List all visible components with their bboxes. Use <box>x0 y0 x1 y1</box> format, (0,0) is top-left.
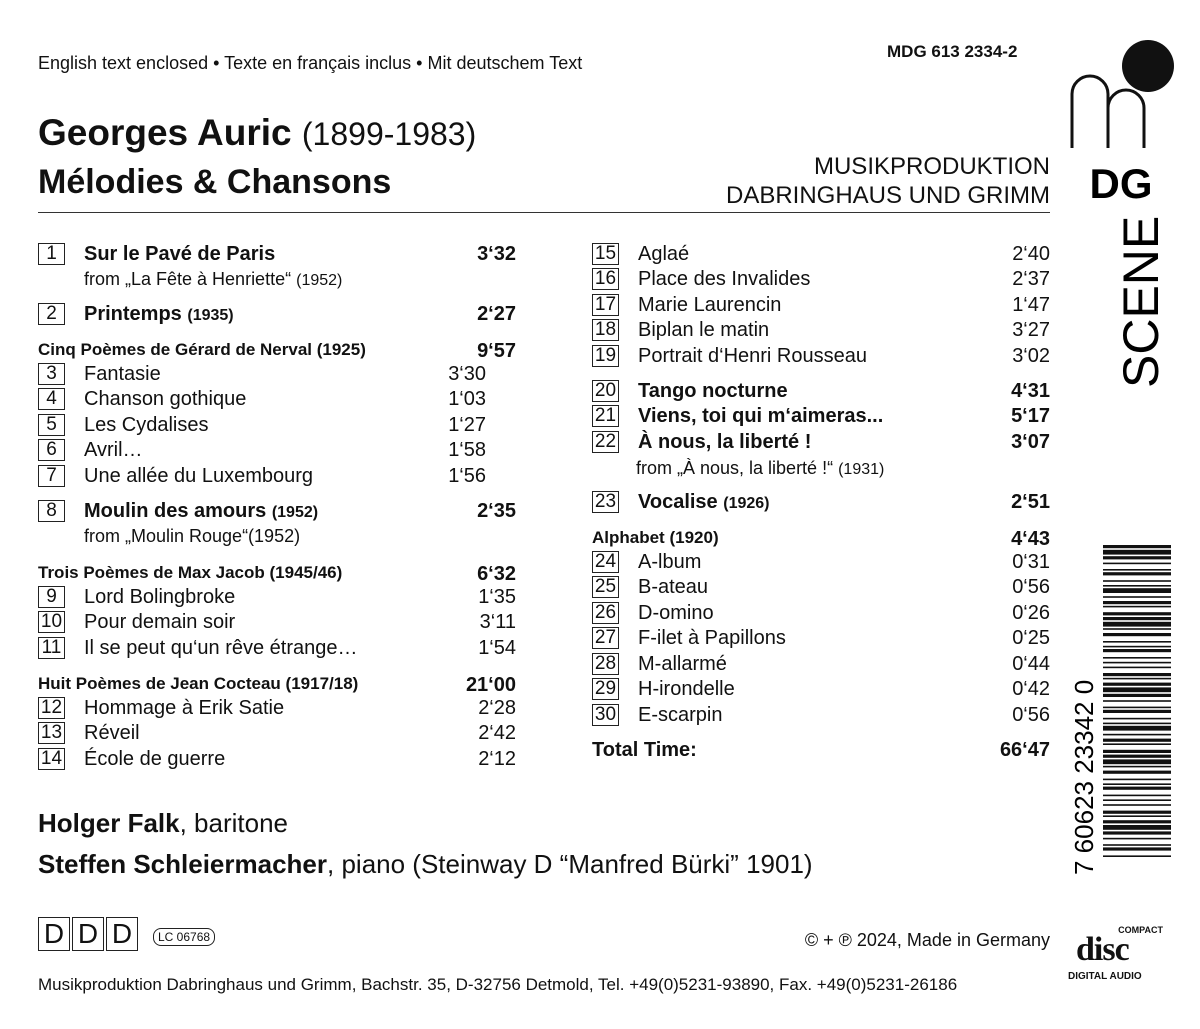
ddd-letter: D <box>72 917 104 951</box>
track-title: A-lbum <box>638 551 702 573</box>
barcode-bar <box>1103 683 1171 686</box>
track-number: 5 <box>38 414 65 436</box>
track-time: 2‘51 <box>1011 491 1050 513</box>
track-title: Il se peut qu‘un rêve étrange… <box>84 637 358 659</box>
track-row <box>38 465 516 489</box>
track-time: 2‘27 <box>477 303 516 325</box>
track-row <box>38 697 516 721</box>
barcode-bar <box>1103 673 1171 676</box>
composer-years: (1899-1983) <box>301 116 477 152</box>
track-number: 2 <box>38 303 65 325</box>
title-year: (1926) <box>723 495 770 512</box>
barcode-bar <box>1103 667 1171 669</box>
barcode-bar <box>1103 612 1171 615</box>
cd-digital-text: DIGITAL AUDIO <box>1068 971 1142 982</box>
catalog-number: MDG 613 2334-2 <box>887 42 1018 61</box>
barcode-bar <box>1103 694 1171 697</box>
track-time: 2‘40 <box>1012 243 1050 265</box>
track-time: 2‘28 <box>478 697 516 719</box>
track-row <box>592 431 1050 455</box>
track-row <box>38 243 516 267</box>
track-title: E-scarpin <box>638 704 723 726</box>
barcode-bar <box>1103 678 1171 680</box>
track-time: 2‘42 <box>478 722 516 744</box>
barcode-bar <box>1103 855 1171 857</box>
barcode-bar <box>1103 779 1171 781</box>
track-number: 18 <box>592 319 619 341</box>
track-row <box>38 500 516 524</box>
barcode-bar <box>1103 662 1171 664</box>
title-year: (1952) <box>271 504 319 521</box>
work-year: (1917/18) <box>285 674 359 693</box>
track-title: M-allarmé <box>638 653 727 675</box>
cd-compact-text: COMPACT <box>1118 925 1163 935</box>
track-row <box>592 491 1050 515</box>
barcode-bar <box>1103 718 1171 720</box>
track-number: 6 <box>38 439 65 461</box>
track-title: Réveil <box>84 722 140 744</box>
track-row <box>592 345 1050 369</box>
ddd-code <box>38 917 138 951</box>
track-title: Lord Bolingbroke <box>84 586 236 608</box>
track-number: 24 <box>592 551 619 573</box>
work-time: 6‘32 <box>477 563 516 585</box>
track-title: Les Cydalises <box>84 414 209 436</box>
track-title: À nous, la liberté ! <box>638 431 812 453</box>
barcode-bar <box>1103 766 1171 768</box>
track-number: 11 <box>38 637 65 659</box>
track-row <box>38 388 516 412</box>
track-number: 25 <box>592 576 619 598</box>
track-row <box>38 748 516 772</box>
barcode-bar <box>1103 795 1171 797</box>
cd-disc-text: disc <box>1076 931 1129 968</box>
track-time: 1‘03 <box>448 388 486 410</box>
track-title: Fantasie <box>84 363 161 385</box>
barcode-bar <box>1103 550 1171 555</box>
track-time: 1‘27 <box>448 414 486 436</box>
barcode-bar <box>1103 710 1171 713</box>
languages-note: English text enclosed • Texte en français inclus • Mit deutschem Text <box>38 53 583 73</box>
track-row <box>592 268 1050 292</box>
logo-dg: DG <box>1089 160 1153 207</box>
track-title: Avril… <box>84 439 143 461</box>
work-year: (1920) <box>669 528 719 547</box>
barcode-bar <box>1103 811 1171 814</box>
barcode-bar <box>1103 585 1171 587</box>
track-row <box>38 722 516 746</box>
performer-name: Holger Falk <box>38 808 180 838</box>
track-number: 16 <box>592 268 619 290</box>
barcode-bar <box>1103 771 1171 774</box>
barcode-bar <box>1103 825 1171 830</box>
track-number: 7 <box>38 465 65 487</box>
ddd-letter: D <box>38 917 70 951</box>
track-number: 12 <box>38 697 65 719</box>
track-title: B-ateau <box>638 576 709 598</box>
track-row <box>38 637 516 661</box>
track-time: 0‘56 <box>1012 576 1050 598</box>
copyright: © + ℗ 2024, Made in Germany <box>804 930 1050 950</box>
title-text: Vocalise <box>638 491 718 513</box>
barcode-digits: 7 60623 23342 0 <box>1069 679 1099 875</box>
logo-scene: SCENE <box>1113 215 1169 388</box>
track-row <box>592 294 1050 318</box>
track-time: 3‘11 <box>479 611 516 633</box>
barcode-bar <box>1103 646 1171 648</box>
barcode-bar <box>1103 799 1171 801</box>
track-title: Marie Laurencin <box>638 294 782 316</box>
track-row <box>592 551 1050 575</box>
track-row <box>592 602 1050 626</box>
track-title: F-ilet à Papillons <box>638 627 786 649</box>
track-time: 4‘31 <box>1011 380 1050 402</box>
track-title <box>84 303 234 326</box>
track-row <box>38 611 516 635</box>
track-row <box>592 678 1050 702</box>
work-title: Huit Poèmes de Jean Cocteau <box>38 674 281 693</box>
track-title: Hommage à Erik Satie <box>84 697 285 719</box>
track-row <box>592 243 1050 267</box>
track-number: 29 <box>592 678 619 700</box>
work-time: 4‘43 <box>1011 528 1050 550</box>
logo-dot <box>1122 40 1174 92</box>
compact-disc-logo <box>1068 925 1163 985</box>
work-title: Alphabet <box>592 528 665 547</box>
barcode-bar <box>1103 743 1171 745</box>
track-title: H-irondelle <box>638 678 735 700</box>
track-row <box>592 405 1050 429</box>
work-heading <box>38 340 516 360</box>
track-time: 5‘17 <box>1011 405 1050 427</box>
barcode-bar <box>1103 657 1171 659</box>
source-text: from „À nous, la liberté !“ <box>636 458 834 478</box>
barcode-bar <box>1103 783 1171 785</box>
track-title: Aglaé <box>638 243 690 265</box>
barcode-bar <box>1103 804 1171 806</box>
performer-role: , baritone <box>179 808 288 838</box>
barcode-bar <box>1103 755 1171 758</box>
track-time: 1‘35 <box>478 586 516 608</box>
track-row <box>38 414 516 438</box>
label-code: LC 06768 <box>153 928 215 946</box>
source-text: from „La Fête à Henriette“ <box>84 269 292 289</box>
work-time: 21‘00 <box>465 674 516 696</box>
work-title: Trois Poèmes de Max Jacob <box>38 563 265 582</box>
track-number: 10 <box>38 611 65 633</box>
track-time: 0‘44 <box>1012 653 1050 675</box>
barcode-bar <box>1103 606 1171 608</box>
track-title: Une allée du Luxembourg <box>84 465 314 487</box>
track-title: Place des Invalides <box>638 268 811 290</box>
barcode-bar <box>1103 847 1171 850</box>
work-title: Cinq Poèmes de Gérard de Nerval <box>38 340 312 359</box>
track-number: 3 <box>38 363 65 385</box>
track-row <box>592 576 1050 600</box>
track-time: 0‘25 <box>1012 627 1050 649</box>
barcode-bar <box>1103 563 1171 565</box>
title-text: Printemps <box>84 303 182 325</box>
track-title <box>638 491 770 514</box>
mdg-scene-logo <box>1066 28 1176 398</box>
performer-role: , piano (Steinway D “Manfred Bürki” 1901) <box>327 849 813 879</box>
barcode-bar <box>1103 649 1171 652</box>
barcode-bars <box>1103 545 1171 857</box>
barcode-bar <box>1103 844 1171 846</box>
track-title: Pour demain soir <box>84 611 236 633</box>
track-row <box>592 704 1050 728</box>
track-title: Chanson gothique <box>84 388 247 410</box>
track-number: 9 <box>38 586 65 608</box>
track-time: 3‘30 <box>448 363 486 385</box>
barcode-bar <box>1103 617 1171 620</box>
publisher-address: Musikproduktion Dabringhaus und Grimm, Bachstr. 35, D-32756 Detmold, Tel. +49(0)5231-93890, Fax. +49(0)5231-26186 <box>38 975 958 994</box>
track-time: 1‘58 <box>448 439 486 461</box>
barcode-bar <box>1103 838 1171 840</box>
barcode-bar <box>1103 831 1171 834</box>
track-number: 19 <box>592 345 619 367</box>
total-time-row <box>592 739 1050 763</box>
track-row <box>592 380 1050 404</box>
track-title: École de guerre <box>84 748 226 770</box>
track-time: 2‘35 <box>477 500 516 522</box>
track-title: D-omino <box>638 602 714 624</box>
track-title: Sur le Pavé de Paris <box>84 243 276 265</box>
track-row <box>38 363 516 387</box>
track-row <box>592 627 1050 651</box>
track-source <box>84 269 342 290</box>
track-source: from „Moulin Rouge“(1952) <box>84 526 301 546</box>
barcode-bar <box>1103 556 1171 559</box>
track-source <box>636 458 884 479</box>
track-time: 1‘47 <box>1012 294 1050 316</box>
barcode-bar <box>1103 628 1171 630</box>
barcode-bar <box>1103 726 1171 731</box>
track-time: 3‘32 <box>477 243 516 265</box>
track-number: 4 <box>38 388 65 410</box>
track-number: 14 <box>38 748 65 770</box>
track-title: Portrait d‘Henri Rousseau <box>638 345 867 367</box>
track-number: 28 <box>592 653 619 675</box>
barcode-bar <box>1103 787 1171 790</box>
label-line-1: MUSIKPRODUKTION <box>813 153 1050 180</box>
track-title: Tango nocturne <box>638 380 788 402</box>
barcode-bar <box>1103 569 1171 571</box>
title-year: (1935) <box>187 307 234 324</box>
track-row <box>38 303 516 327</box>
barcode-bar <box>1103 700 1171 702</box>
track-number: 13 <box>38 722 65 744</box>
track-row <box>592 319 1050 343</box>
work-heading <box>38 674 516 694</box>
barcode-bar <box>1103 601 1171 604</box>
barcode-bar <box>1103 750 1171 753</box>
source-year: (1952) <box>296 272 343 289</box>
barcode <box>1069 540 1175 880</box>
source-year: (1931) <box>838 461 885 478</box>
track-title: Viens, toi qui m‘aimeras... <box>638 405 884 427</box>
performer-piano <box>38 849 813 880</box>
barcode-bar <box>1103 588 1171 593</box>
barcode-bar <box>1103 739 1171 742</box>
work-time: 9‘57 <box>477 340 516 362</box>
barcode-bar <box>1103 723 1171 725</box>
track-time: 3‘02 <box>1012 345 1050 367</box>
total-time-label: Total Time: <box>592 739 697 761</box>
track-number: 26 <box>592 602 619 624</box>
barcode-bar <box>1103 572 1171 575</box>
barcode-bar <box>1103 815 1171 817</box>
track-number: 22 <box>592 431 619 453</box>
work-year: (1945/46) <box>269 563 343 582</box>
track-time: 0‘42 <box>1012 678 1050 700</box>
track-number: 15 <box>592 243 619 265</box>
track-time: 0‘26 <box>1012 602 1050 624</box>
track-title: Biplan le matin <box>638 319 770 341</box>
barcode-bar <box>1103 622 1171 627</box>
track-time: 2‘12 <box>478 748 516 770</box>
label-line-2: DABRINGHAUS UND GRIMM <box>725 182 1050 209</box>
work-heading <box>38 563 516 583</box>
track-time: 1‘56 <box>448 465 486 487</box>
work-heading <box>592 528 1050 548</box>
barcode-bar <box>1103 545 1171 548</box>
track-number: 20 <box>592 380 619 402</box>
track-number: 1 <box>38 243 65 265</box>
track-time: 1‘54 <box>478 637 516 659</box>
track-number: 30 <box>592 704 619 726</box>
track-time: 0‘31 <box>1012 551 1050 573</box>
barcode-bar <box>1103 820 1171 823</box>
total-time-value: 66‘47 <box>999 739 1050 761</box>
barcode-bar <box>1103 641 1171 643</box>
track-time: 3‘27 <box>1012 319 1050 341</box>
barcode-bar <box>1103 759 1171 764</box>
track-title <box>84 500 318 523</box>
track-number: 8 <box>38 500 65 522</box>
track-row <box>38 439 516 463</box>
barcode-bar <box>1103 707 1171 709</box>
track-number: 21 <box>592 405 619 427</box>
track-number: 27 <box>592 627 619 649</box>
album-title: Mélodies & Chansons <box>38 163 392 201</box>
track-time: 0‘56 <box>1012 704 1050 726</box>
barcode-bar <box>1103 580 1171 582</box>
barcode-bar <box>1103 633 1171 636</box>
title-text: Moulin des amours <box>84 500 267 522</box>
performer-name: Steffen Schleiermacher <box>38 849 328 879</box>
work-year: (1925) <box>316 340 366 359</box>
ddd-letter: D <box>106 917 138 951</box>
barcode-bar <box>1103 687 1171 692</box>
barcode-bar <box>1103 596 1171 598</box>
track-row <box>38 586 516 610</box>
barcode-bar <box>1103 734 1171 736</box>
track-number: 17 <box>592 294 619 316</box>
performer-baritone <box>38 808 288 839</box>
composer-name: Georges Auric <box>38 112 292 153</box>
track-time: 3‘07 <box>1011 431 1050 453</box>
track-row <box>592 653 1050 677</box>
track-number: 23 <box>592 491 619 513</box>
track-time: 2‘37 <box>1012 268 1050 290</box>
